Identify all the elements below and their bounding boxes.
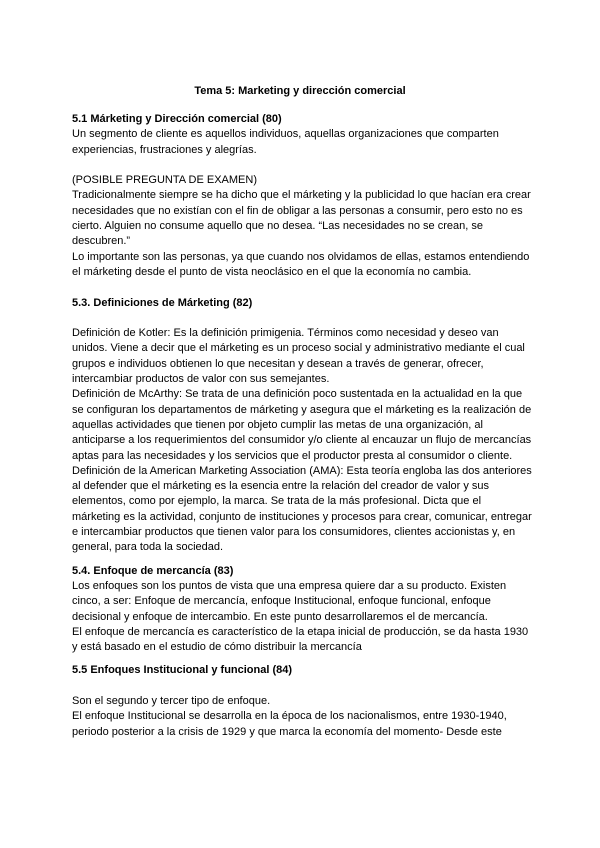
paragraph: El enfoque Institucional se desarrolla en la época de los nacionalismos, entre 1930-1940, periodo posterior a la crisis de 1929 y que marca la economía del momento- Desde este xyxy=(72,710,507,738)
section-heading-5-1: 5.1 Márketing y Dirección comercial (80) xyxy=(72,113,282,125)
paragraph: Un segmento de cliente es aquellos individuos, aquellas organizaciones que comparten experiencias, frustraciones y alegrías. xyxy=(72,128,499,156)
section-heading-5-4: 5.4. Enfoque de mercancía (83) xyxy=(72,564,234,577)
paragraph: Los enfoques son los puntos de vista que una empresa quiere dar a su producto. Existen cinco, a ser: Enfoque de mercancía, enfoque Institucional, enfoque funcional, enfoque decisional y enfoque de intercambio. En este punto desarrollaremos el de mercancía. xyxy=(72,579,507,623)
paragraph: Son el segundo y tercer tipo de enfoque. xyxy=(72,694,271,707)
paragraph: Definición de McArthy: Se trata de una definición poco sustentada en la actualidad en la que se configuran los departamentos de márketing y asegura que el márketing es la realización de aquellas actividades que tienen por objeto cumplir las metas de una organización, al anticiparse a los requerimientos del consumidor y/o cliente al encauzar un flujo de mercancías aptas para las necesidades y los servicios que el productor presta al consumidor o cliente. xyxy=(72,388,532,462)
spacer xyxy=(72,679,532,694)
section-heading-5-5: 5.5 Enfoques Institucional y funcional (84) xyxy=(72,664,293,677)
document-title: Tema 5: Marketing y dirección comercial xyxy=(194,85,406,97)
paragraph: Definición de la American Marketing Association (AMA): Esta teoría engloba las dos anteriores al defender que el márketing es la esencia entre la relación del creador de valor y sus elementos, como por ejemplo, la marca. Se trata de la más profesional. Dicta que el márketing es la actividad, conjunto de instituciones y procesos para crear, comunicar, entregar e intercambiar productos que tienen valor para los consumidores, clientes accionistas y, en general, para toda la sociedad. xyxy=(72,464,532,554)
paragraph: Lo importante son las personas, ya que cuando nos olvidamos de ellas, estamos entendiendo el márketing desde el punto de vista neoclásico en el que la economía no cambia. xyxy=(72,250,530,278)
spacer xyxy=(72,556,532,564)
spacer xyxy=(72,158,532,173)
paragraph: Tradicionalmente siempre se ha dicho que el márketing y la publicidad lo que hacían era crear necesidades que no existían con el fin de obligar a las personas a consumir, pero esto no es cierto. Alguien no consume aquello que no desea. “Las necesidades no se crean, se descubren.” xyxy=(72,189,531,248)
document-body xyxy=(72,112,532,740)
paragraph: Definición de Kotler: Es la definición primigenia. Términos como necesidad y deseo van unidos. Viene a decir que el márketing es un proceso social y administrativo mediante el cual grupos e individuos obtienen lo que necesitan y desean a través de generar, ofrecer, intercambiar productos de valor con sus semejantes. xyxy=(72,327,525,386)
paragraph: El enfoque de mercancía es característico de la etapa inicial de producción, se da hasta 1930 y está basado en el estudio de cómo distribuir la mercancía xyxy=(72,625,529,654)
section-heading-5-3: 5.3. Definiciones de Márketing (82) xyxy=(72,296,253,309)
spacer xyxy=(72,655,532,663)
exam-note: (POSIBLE PREGUNTA DE EXAMEN) xyxy=(72,174,258,187)
spacer xyxy=(72,311,532,326)
spacer xyxy=(72,280,532,295)
